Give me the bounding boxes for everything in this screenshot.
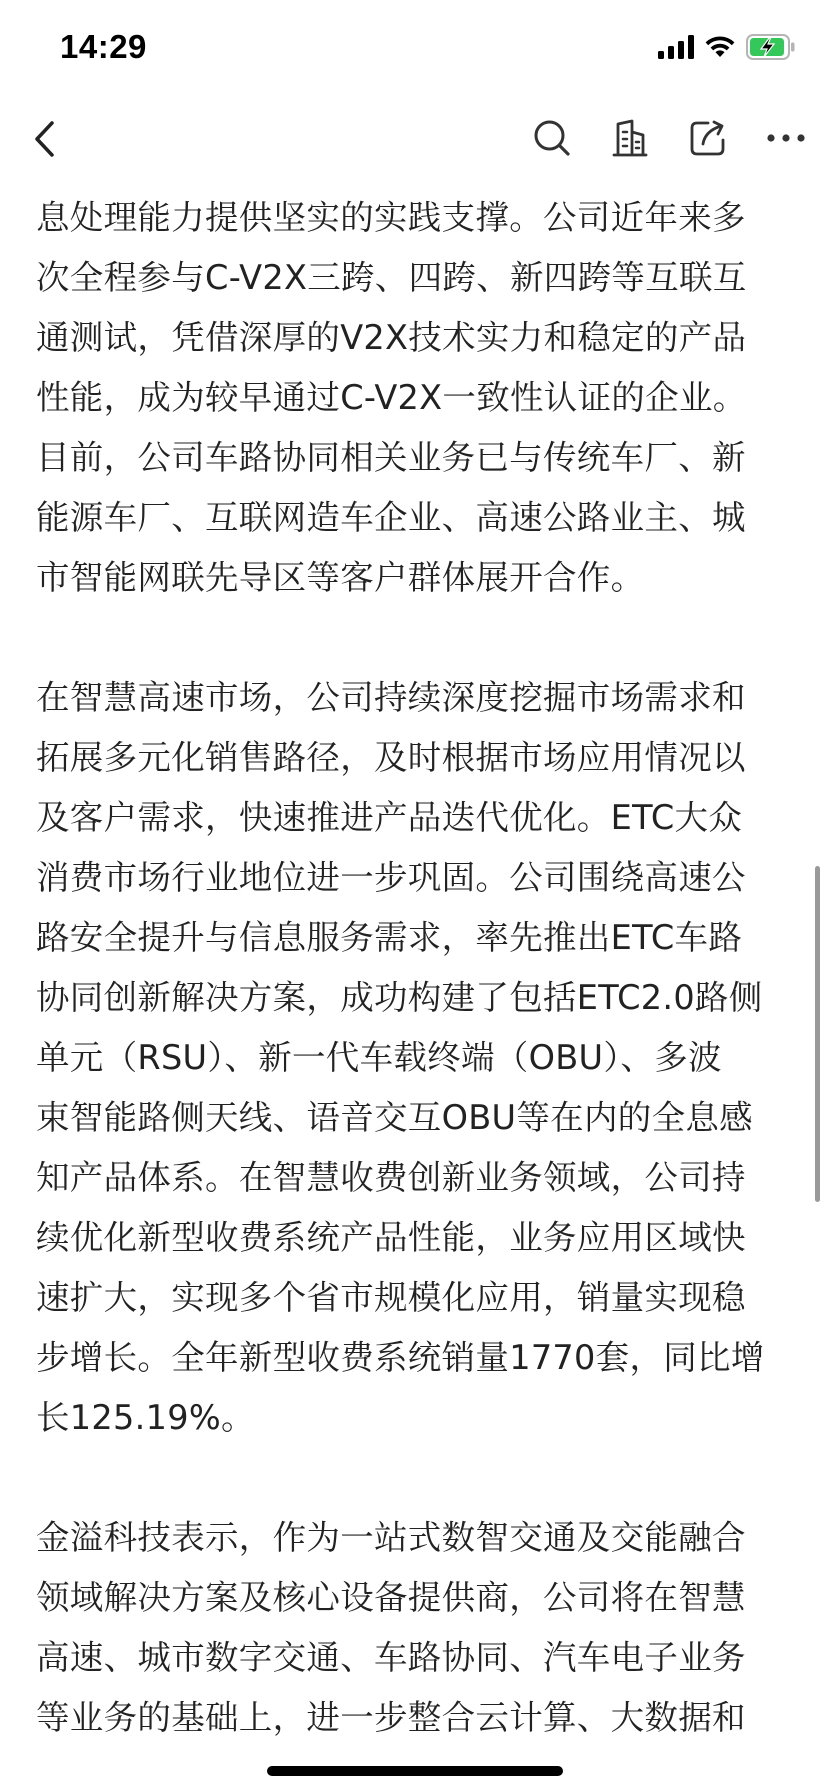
battery-charging-icon bbox=[746, 34, 796, 60]
article-body bbox=[36, 188, 794, 1748]
nav-actions bbox=[528, 114, 810, 162]
chevron-left-icon bbox=[32, 119, 56, 159]
home-indicator[interactable] bbox=[267, 1766, 563, 1776]
building-button[interactable] bbox=[606, 114, 654, 162]
status-bar bbox=[0, 0, 828, 100]
search-button[interactable] bbox=[528, 114, 576, 162]
status-icons bbox=[658, 34, 796, 60]
search-icon bbox=[532, 118, 572, 158]
wifi-icon bbox=[704, 35, 736, 59]
more-icon bbox=[766, 132, 806, 144]
back-button[interactable] bbox=[24, 114, 64, 164]
cellular-signal-icon bbox=[658, 35, 694, 59]
article-paragraph: 在智慧高速市场，公司持续深度挖掘市场需求和 拓展多元化销售路径，及时根据市场应用情况以 及客户需求，快速推进产品迭代优化。ETC大众 消费市场行业地位进一步巩固。公司围绕高速公 路安全提升与信息服务需求，率先推出ETC车路 协同创新解决方案，成功构建了包括ETC2.0路侧 单元（RSU）、新一代车载终端（OBU）、多波 束智能路侧天线、语音交互OBU等在内的全息感 知产品体系。在智慧收费创新业务领域，公司持 续优化新型收费系统产品性能，业务应用区域快 速扩大，实现多个省市规模化应用，销量实现稳 步增长。全年新型收费系统销量1770套，同比增 长125.19%。 bbox=[36, 678, 765, 1437]
article-paragraph: 息处理能力提供坚实的实践支撑。公司近年来多 次全程参与C-V2X三跨、四跨、新四跨等互联互 通测试，凭借深厚的V2X技术实力和稳定的产品 性能，成为较早通过C-V2X一致性认证的企业。 目前，公司车路协同相关业务已与传统车厂、新 能源车厂、互联网造车企业、高速公路业主、城 市智能网联先导区等客户群体展开合作。 bbox=[36, 198, 747, 597]
status-time: 14:29 bbox=[60, 28, 147, 65]
scrollbar-thumb[interactable] bbox=[815, 866, 820, 1202]
nav-bar bbox=[0, 100, 828, 180]
share-button[interactable] bbox=[684, 114, 732, 162]
article-paragraph: 金溢科技表示，作为一站式数智交通及交能融合 领域解决方案及核心设备提供商，公司将在智慧 高速、城市数字交通、车路协同、汽车电子业务 等业务的基础上，进一步整合云计算、大数据和 bbox=[36, 1518, 746, 1737]
building-icon bbox=[610, 118, 650, 158]
more-button[interactable] bbox=[762, 114, 810, 162]
share-icon bbox=[688, 118, 728, 158]
